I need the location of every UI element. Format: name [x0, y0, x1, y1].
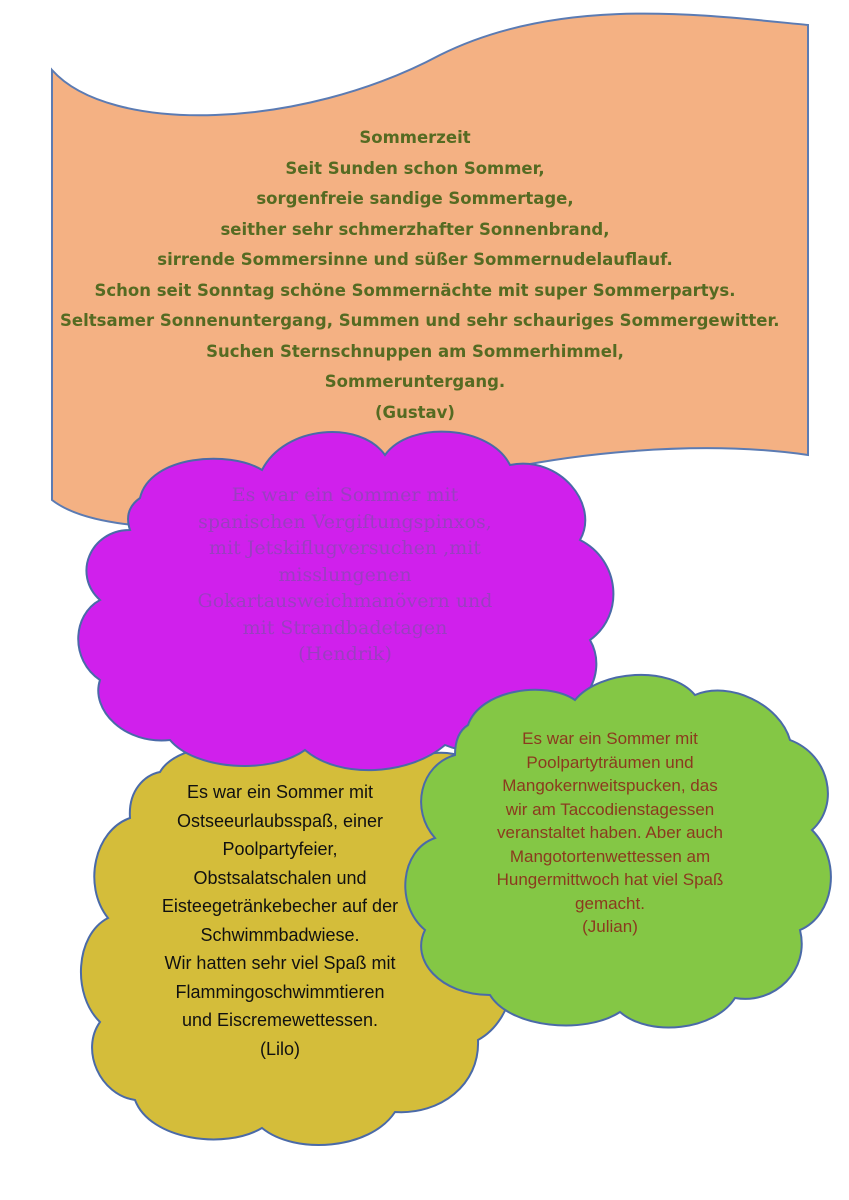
green-cloud-text [460, 727, 760, 939]
cloud-text-line: gemacht. [575, 893, 645, 913]
cloud-text-line: wir am Taccodienstagessen [505, 799, 715, 819]
cloud-text-line: Schwimmbadwiese. [200, 924, 360, 945]
cloud-text-line: Gokartausweichmanövern und [197, 590, 493, 612]
cloud-text-line: Es war ein Sommer mit [231, 484, 459, 506]
cloud-text-line: (Hendrik) [298, 643, 392, 665]
poem-line: Seit Sunden schon Sommer, [285, 158, 545, 178]
cloud-text-line: (Julian) [582, 917, 638, 936]
cloud-text-line: spanischen Vergiftungspinxos, [198, 510, 492, 533]
poem-line: (Gustav) [375, 402, 455, 422]
poem-line: sorgenfreie sandige Sommertage, [256, 189, 574, 208]
poem-line: seither sehr schmerzhafter Sonnenbrand, [220, 219, 610, 239]
cloud-text-line: und Eiscremewettessen. [181, 1010, 379, 1030]
poem-line: Sommerzeit [359, 128, 471, 147]
cloud-text-line: Ostseeurlaubsspaß, einer [176, 810, 384, 831]
scroll-poem [60, 123, 780, 428]
cloud-text-line: Eisteegetränkebecher auf der [161, 896, 399, 916]
yellow-cloud-text [130, 778, 430, 1063]
magenta-cloud-text [160, 482, 530, 668]
cloud-text-line: (Lilo) [259, 1038, 300, 1059]
poem-line: sirrende Sommersinne und süßer Sommernudelauflauf. [157, 250, 673, 269]
cloud-text-line: Poolpartyfeier, [222, 839, 338, 859]
cloud-text-line: Hungermittwoch hat viel Spaß [496, 870, 724, 889]
cloud-text-line: Es war ein Sommer mit [522, 729, 698, 748]
cloud-text-line: Mangokernweitspucken, das [502, 776, 718, 795]
cloud-text-line: Obstsalatschalen und [193, 867, 367, 888]
poem-line: Seltsamer Sonnenuntergang, Summen und sehr schauriges Sommergewitter. [60, 311, 780, 330]
cloud-text-line: Es war ein Sommer mit [186, 782, 374, 802]
cloud-text-line: Poolpartyträumen und [526, 752, 694, 772]
cloud-text-line: veranstaltet haben. Aber auch [497, 823, 723, 842]
poem-line: Sommeruntergang. [324, 372, 506, 391]
poem-line: Schon seit Sonntag schöne Sommernächte mit super Sommerpartys. [94, 280, 736, 300]
cloud-text-line: Mangotortenwettessen am [509, 846, 711, 866]
cloud-text-line: mit Strandbadetagen [242, 616, 448, 639]
cloud-text-line: mit Jetskiflugversuchen ,mit [209, 537, 481, 559]
cloud-text-line: misslungenen [278, 563, 412, 586]
cloud-text-line: Flammingoschwimmtieren [175, 981, 385, 1002]
poem-line: Suchen Sternschnuppen am Sommerhimmel, [206, 341, 624, 361]
cloud-text-line: Wir hatten sehr viel Spaß mit [164, 953, 396, 973]
